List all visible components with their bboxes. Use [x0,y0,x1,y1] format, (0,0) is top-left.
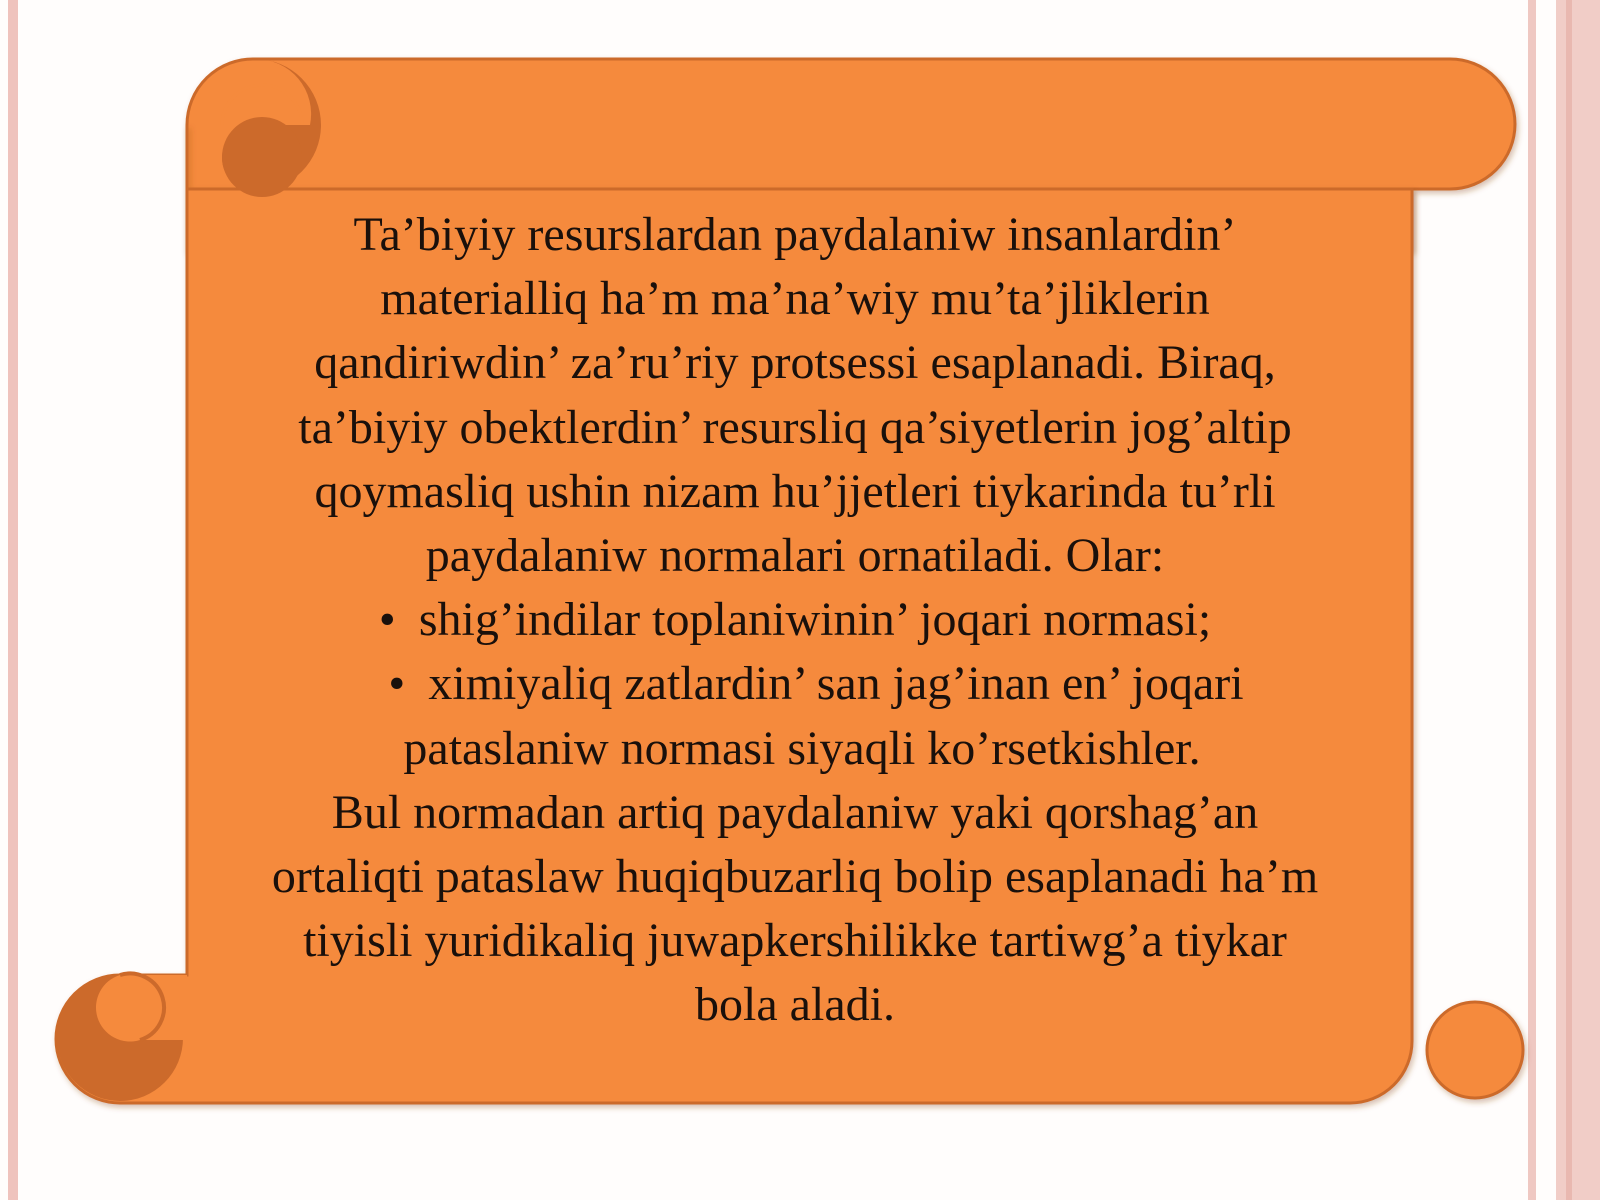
bullet-item [205,652,1385,716]
closing-line: tiyisli yuridikaliq juwapkershilikke tartiwg’a tiykar [303,914,1287,968]
bullet-text: shig’indilar toplaniwinin’ joqari normasi; [418,593,1212,647]
closing-line: ortaliqti pataslaw huqiqbuzarliq bolip esaplanadi ha’m [271,850,1319,904]
paragraph-line: qoymasliq ushin nizam hu’jjetleri tiykarinda tu’rli [314,464,1276,518]
closing-line: Bul normadan artiq paydalaniw yaki qorshag’an [331,785,1259,839]
paragraph-line: qandiriwdin’ za’ru’riy protsessi esaplanadi. Biraq, [314,336,1276,390]
paragraph-line: ta’biyiy obektlerdin’ resursliq qa’siyetlerin jog’altip [298,400,1292,454]
bullet-text: ximiyaliq zatlardin’ san jag’inan en’ joqari [428,657,1244,711]
closing-line: bola aladi. [695,978,895,1032]
bullet-icon: • [388,657,406,711]
bullet-icon: • [378,593,396,647]
paragraph-line: materialliq ha’m ma’na’wiy mu’ta’jliklerin [380,272,1210,326]
bullet-item [205,588,1385,652]
scroll-text [205,203,1385,1038]
bullet-text-continuation: pataslaniw normasi siyaqli ko’rsetkishler. [403,721,1201,775]
bottom-curl-fold [96,975,187,1042]
paragraph-line: Ta’biyiy resurslardan paydalaniw insanlardin’ [353,208,1237,261]
top-curl-inner [222,117,302,197]
bottom-right-ball [1427,1002,1523,1098]
paragraph-line: paydalaniw normalari ornatiladi. Olar: [425,529,1165,583]
